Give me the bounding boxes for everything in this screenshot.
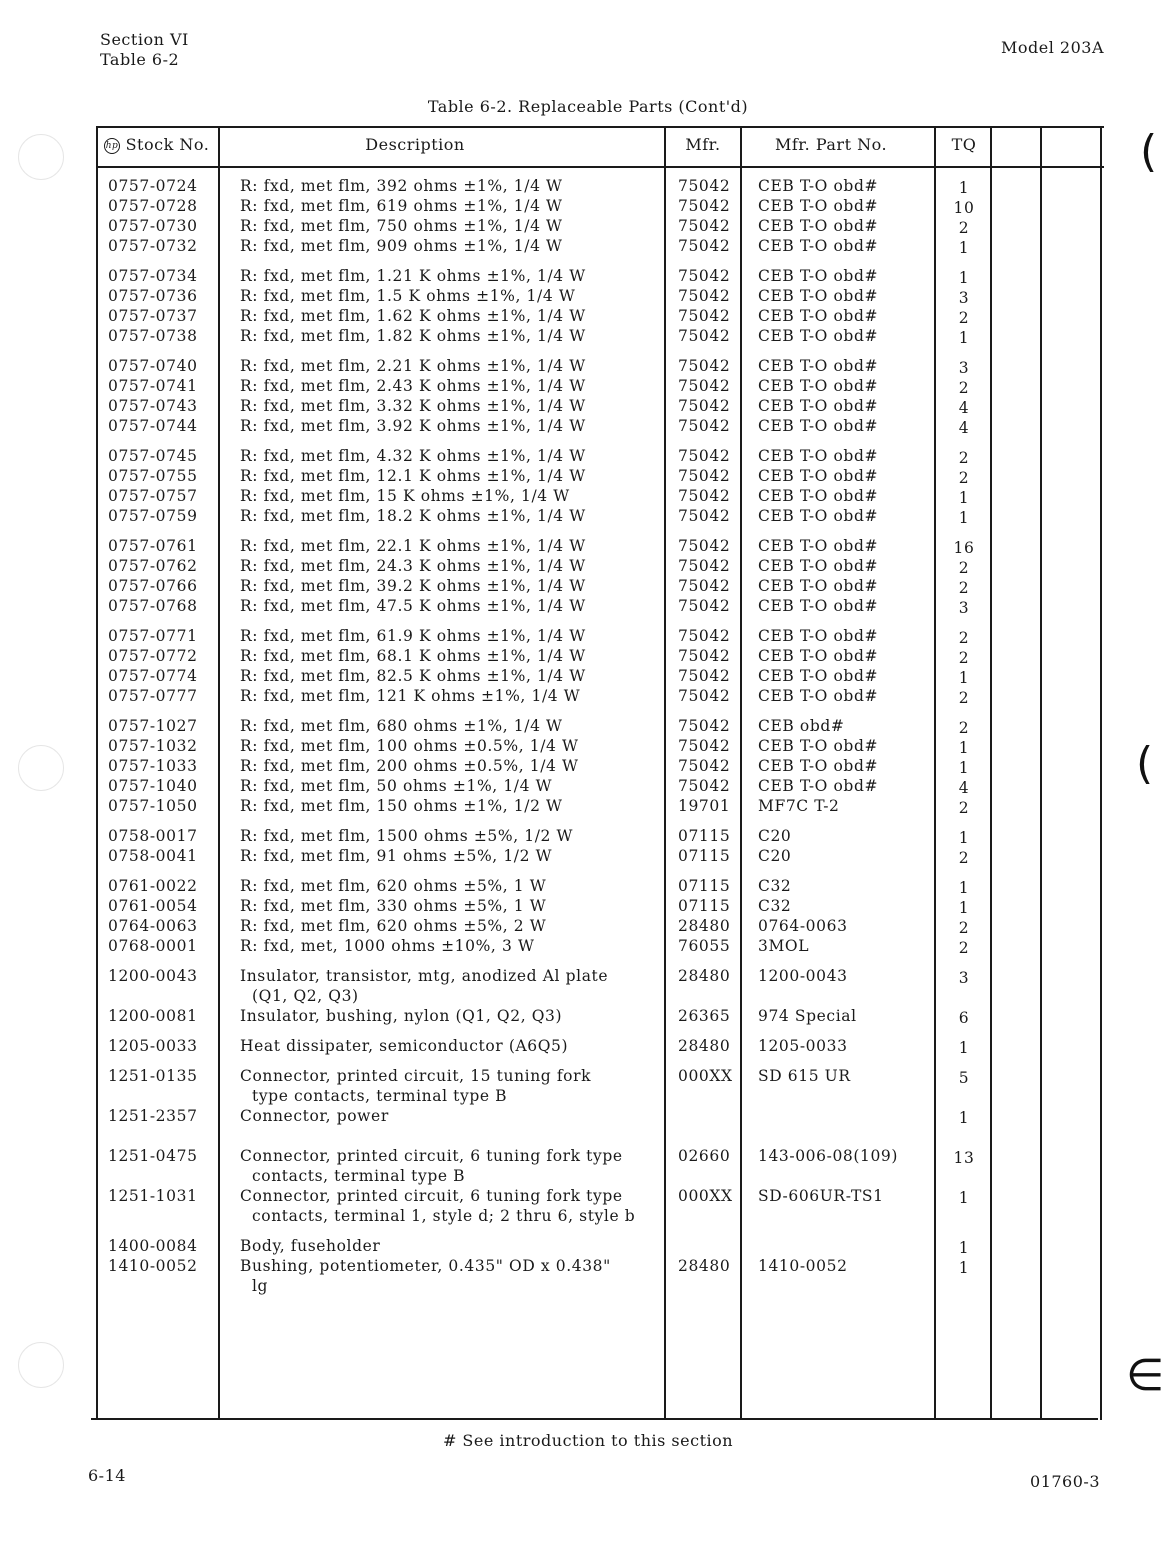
cell-description: R: fxd, met flm, 47.5 K ohms ±1%, 1/4 W: [240, 597, 586, 615]
cell-tq: 1: [958, 1109, 970, 1127]
footnote: # See introduction to this section: [442, 1431, 734, 1450]
cell-tq: 2: [958, 629, 970, 647]
cell-stock-no: 0757-0761: [108, 537, 198, 555]
cell-mfr: 07115: [678, 897, 731, 915]
cell-description: Bushing, potentiometer, 0.435" OD x 0.438": [240, 1257, 611, 1275]
cell-description: R: fxd, met flm, 200 ohms ±0.5%, 1/4 W: [240, 757, 579, 775]
cell-stock-no: 0761-0054: [108, 897, 198, 915]
cell-description: R: fxd, met flm, 330 ohms ±5%, 1 W: [240, 897, 547, 915]
cell-mfr-part-no: SD 615 UR: [758, 1067, 851, 1085]
cell-description: R: fxd, met flm, 1.21 K ohms ±1%, 1/4 W: [240, 267, 586, 285]
cell-stock-no: 0757-0738: [108, 327, 198, 345]
cell-mfr: 75042: [678, 507, 731, 525]
cell-mfr: 75042: [678, 357, 731, 375]
cell-tq: 1: [958, 879, 970, 897]
cell-tq: 3: [958, 289, 970, 307]
cell-stock-no: 0757-0759: [108, 507, 198, 525]
cell-mfr: 75042: [678, 377, 731, 395]
cell-tq: 6: [958, 1009, 970, 1027]
cell-mfr: 75042: [678, 397, 731, 415]
cell-tq: 1: [958, 899, 970, 917]
cell-stock-no: 0757-0730: [108, 217, 198, 235]
cell-tq: 13: [953, 1149, 975, 1167]
cell-mfr: 28480: [678, 1037, 731, 1055]
cell-stock-no: 0757-1027: [108, 717, 198, 735]
cell-description: Connector, printed circuit, 6 tuning fork type: [240, 1147, 623, 1165]
cell-mfr-part-no: CEB T-O obd#: [758, 537, 879, 555]
cell-mfr: 75042: [678, 287, 731, 305]
cell-stock-no: 0757-0740: [108, 357, 198, 375]
cell-mfr: 75042: [678, 197, 731, 215]
hp-logo-icon: hp: [104, 138, 120, 154]
column-header-mfr: Mfr.: [685, 135, 721, 154]
cell-tq: 1: [958, 739, 970, 757]
col-border-left: [96, 126, 98, 1420]
cell-stock-no: 1200-0043: [108, 967, 198, 985]
cell-description: R: fxd, met flm, 91 ohms ±5%, 1/2 W: [240, 847, 553, 865]
cell-stock-no: 0757-0774: [108, 667, 198, 685]
cell-mfr: 28480: [678, 1257, 731, 1275]
cell-mfr-part-no: C32: [758, 897, 792, 915]
cell-mfr: 26365: [678, 1007, 731, 1025]
cell-stock-no: 0758-0017: [108, 827, 198, 845]
column-header-part-no: Mfr. Part No.: [774, 135, 888, 154]
cell-stock-no: 0757-1050: [108, 797, 198, 815]
cell-mfr-part-no: CEB T-O obd#: [758, 487, 879, 505]
cell-mfr: 75042: [678, 537, 731, 555]
cell-stock-no: 1251-2357: [108, 1107, 198, 1125]
cell-mfr: 76055: [678, 937, 731, 955]
cell-description-cont: contacts, terminal 1, style d; 2 thru 6, style b: [252, 1207, 636, 1225]
cell-mfr: 75042: [678, 447, 731, 465]
cell-mfr-part-no: CEB obd#: [758, 717, 845, 735]
cell-description: R: fxd, met flm, 620 ohms ±5%, 2 W: [240, 917, 547, 935]
cell-mfr-part-no: CEB T-O obd#: [758, 667, 879, 685]
cell-description: R: fxd, met flm, 150 ohms ±1%, 1/2 W: [240, 797, 563, 815]
cell-mfr-part-no: MF7C T-2: [758, 797, 840, 815]
cell-stock-no: 0761-0022: [108, 877, 198, 895]
cell-mfr: 75042: [678, 417, 731, 435]
cell-mfr-part-no: CEB T-O obd#: [758, 267, 879, 285]
cell-mfr-part-no: CEB T-O obd#: [758, 647, 879, 665]
cell-stock-no: 0757-0762: [108, 557, 198, 575]
cell-mfr-part-no: 3MOL: [758, 937, 810, 955]
cell-description-cont: (Q1, Q2, Q3): [252, 987, 359, 1005]
cell-mfr: 07115: [678, 877, 731, 895]
cell-description: Heat dissipater, semiconductor (A6Q5): [240, 1037, 569, 1055]
cell-mfr-part-no: CEB T-O obd#: [758, 177, 879, 195]
cell-tq: 2: [958, 919, 970, 937]
cell-description: R: fxd, met flm, 620 ohms ±5%, 1 W: [240, 877, 547, 895]
cell-stock-no: 0757-0734: [108, 267, 198, 285]
cell-stock-no: 0757-1033: [108, 757, 198, 775]
cell-description: R: fxd, met flm, 15 K ohms ±1%, 1/4 W: [240, 487, 570, 505]
cell-tq: 3: [958, 359, 970, 377]
cell-stock-no: 1205-0033: [108, 1037, 198, 1055]
cell-description-cont: contacts, terminal type B: [252, 1167, 466, 1185]
cell-description: Insulator, transistor, mtg, anodized Al plate: [240, 967, 609, 985]
cell-mfr: 75042: [678, 307, 731, 325]
column-header-tq: TQ: [951, 135, 977, 154]
cell-mfr-part-no: CEB T-O obd#: [758, 757, 879, 775]
cell-tq: 1: [958, 329, 970, 347]
cell-mfr-part-no: CEB T-O obd#: [758, 597, 879, 615]
cell-mfr-part-no: CEB T-O obd#: [758, 447, 879, 465]
cell-tq: 2: [958, 939, 970, 957]
cell-mfr-part-no: CEB T-O obd#: [758, 327, 879, 345]
cell-mfr: 75042: [678, 667, 731, 685]
table-bottom-border: [91, 1418, 1098, 1420]
cell-description: R: fxd, met flm, 12.1 K ohms ±1%, 1/4 W: [240, 467, 586, 485]
cell-description: R: fxd, met flm, 3.92 K ohms ±1%, 1/4 W: [240, 417, 586, 435]
cell-description: Connector, printed circuit, 15 tuning fork: [240, 1067, 592, 1085]
binder-mark-bottom: ∈: [1126, 1350, 1165, 1401]
cell-mfr-part-no: CEB T-O obd#: [758, 357, 879, 375]
binder-hole-middle: [18, 745, 64, 791]
cell-stock-no: 0757-0768: [108, 597, 198, 615]
cell-description: R: fxd, met flm, 750 ohms ±1%, 1/4 W: [240, 217, 563, 235]
cell-mfr: 07115: [678, 827, 731, 845]
cell-description: R: fxd, met flm, 18.2 K ohms ±1%, 1/4 W: [240, 507, 586, 525]
cell-stock-no: 0758-0041: [108, 847, 198, 865]
cell-mfr-part-no: 1200-0043: [758, 967, 848, 985]
binder-hole-top: [18, 134, 64, 180]
cell-stock-no: 0757-0777: [108, 687, 198, 705]
cell-mfr-part-no: CEB T-O obd#: [758, 397, 879, 415]
cell-description: R: fxd, met flm, 4.32 K ohms ±1%, 1/4 W: [240, 447, 586, 465]
cell-tq: 1: [958, 509, 970, 527]
cell-mfr-part-no: 1410-0052: [758, 1257, 848, 1275]
cell-mfr: 07115: [678, 847, 731, 865]
cell-description: R: fxd, met flm, 82.5 K ohms ±1%, 1/4 W: [240, 667, 586, 685]
cell-mfr: 02660: [678, 1147, 731, 1165]
cell-stock-no: 0757-0732: [108, 237, 198, 255]
cell-tq: 1: [958, 1039, 970, 1057]
cell-mfr: 75042: [678, 557, 731, 575]
cell-stock-no: 1200-0081: [108, 1007, 198, 1025]
cell-tq: 1: [958, 1239, 970, 1257]
cell-mfr: 75042: [678, 487, 731, 505]
cell-mfr: 000XX: [678, 1187, 733, 1205]
cell-tq: 2: [958, 219, 970, 237]
cell-stock-no: 0757-0766: [108, 577, 198, 595]
cell-tq: 2: [958, 689, 970, 707]
model-label: Model 203A: [1000, 38, 1104, 57]
cell-tq: 1: [958, 1189, 970, 1207]
cell-mfr: 75042: [678, 597, 731, 615]
cell-description-cont: type contacts, terminal type B: [252, 1087, 508, 1105]
cell-tq: 16: [953, 539, 975, 557]
table-title: Table 6-2. Replaceable Parts (Cont'd): [427, 97, 749, 116]
col-border-extra: [1040, 126, 1042, 1420]
cell-mfr-part-no: CEB T-O obd#: [758, 557, 879, 575]
cell-description: R: fxd, met flm, 2.43 K ohms ±1%, 1/4 W: [240, 377, 586, 395]
cell-tq: 2: [958, 849, 970, 867]
cell-description: R: fxd, met flm, 2.21 K ohms ±1%, 1/4 W: [240, 357, 586, 375]
column-header-stock: [100, 135, 222, 154]
cell-stock-no: 0768-0001: [108, 937, 198, 955]
cell-stock-no: 0757-0745: [108, 447, 198, 465]
cell-description: R: fxd, met flm, 1.5 K ohms ±1%, 1/4 W: [240, 287, 576, 305]
cell-mfr-part-no: 0764-0063: [758, 917, 848, 935]
cell-mfr: 75042: [678, 327, 731, 345]
cell-tq: 2: [958, 719, 970, 737]
cell-mfr: 75042: [678, 467, 731, 485]
cell-tq: 4: [958, 779, 970, 797]
cell-mfr-part-no: CEB T-O obd#: [758, 417, 879, 435]
cell-mfr-part-no: CEB T-O obd#: [758, 467, 879, 485]
col-border-right: [1100, 126, 1102, 1420]
cell-description: R: fxd, met flm, 68.1 K ohms ±1%, 1/4 W: [240, 647, 586, 665]
cell-mfr-part-no: C32: [758, 877, 792, 895]
cell-stock-no: 0757-0724: [108, 177, 198, 195]
cell-mfr-part-no: 143-006-08(109): [758, 1147, 899, 1165]
cell-mfr: 75042: [678, 177, 731, 195]
cell-stock-no: 0764-0063: [108, 917, 198, 935]
cell-description: R: fxd, met flm, 50 ohms ±1%, 1/4 W: [240, 777, 553, 795]
cell-tq: 2: [958, 379, 970, 397]
cell-tq: 2: [958, 649, 970, 667]
cell-mfr-part-no: C20: [758, 827, 792, 845]
cell-mfr: 28480: [678, 967, 731, 985]
cell-description: R: fxd, met flm, 22.1 K ohms ±1%, 1/4 W: [240, 537, 586, 555]
cell-description: R: fxd, met flm, 39.2 K ohms ±1%, 1/4 W: [240, 577, 586, 595]
cell-mfr-part-no: CEB T-O obd#: [758, 737, 879, 755]
cell-stock-no: 0757-1032: [108, 737, 198, 755]
cell-tq: 1: [958, 489, 970, 507]
cell-stock-no: 1400-0084: [108, 1237, 198, 1255]
cell-tq: 1: [958, 1259, 970, 1277]
cell-stock-no: 1251-1031: [108, 1187, 198, 1205]
page-number: 6-14: [88, 1466, 126, 1485]
cell-mfr-part-no: CEB T-O obd#: [758, 507, 879, 525]
cell-mfr-part-no: 1205-0033: [758, 1037, 848, 1055]
cell-stock-no: 0757-0737: [108, 307, 198, 325]
cell-description: R: fxd, met flm, 121 K ohms ±1%, 1/4 W: [240, 687, 581, 705]
cell-stock-no: 0757-0771: [108, 627, 198, 645]
cell-stock-no: 1251-0135: [108, 1067, 198, 1085]
cell-description: R: fxd, met flm, 1.82 K ohms ±1%, 1/4 W: [240, 327, 586, 345]
cell-mfr-part-no: CEB T-O obd#: [758, 687, 879, 705]
cell-mfr: 75042: [678, 777, 731, 795]
cell-description: Connector, power: [240, 1107, 389, 1125]
column-header-stock-label: Stock No.: [125, 135, 210, 154]
cell-tq: 10: [953, 199, 975, 217]
cell-stock-no: 0757-0741: [108, 377, 198, 395]
cell-stock-no: 0757-0736: [108, 287, 198, 305]
cell-stock-no: 0757-0772: [108, 647, 198, 665]
table-top-border: [98, 126, 1104, 128]
cell-tq: 1: [958, 179, 970, 197]
cell-mfr: 75042: [678, 737, 731, 755]
cell-description: R: fxd, met flm, 3.32 K ohms ±1%, 1/4 W: [240, 397, 586, 415]
cell-mfr-part-no: CEB T-O obd#: [758, 627, 879, 645]
cell-mfr: 19701: [678, 797, 731, 815]
cell-stock-no: 0757-0728: [108, 197, 198, 215]
cell-tq: 2: [958, 469, 970, 487]
document-number: 01760-3: [1030, 1472, 1100, 1491]
cell-stock-no: 0757-0757: [108, 487, 198, 505]
cell-tq: 4: [958, 399, 970, 417]
header-divider: [98, 166, 1104, 168]
cell-mfr-part-no: CEB T-O obd#: [758, 577, 879, 595]
cell-mfr: 75042: [678, 217, 731, 235]
cell-mfr-part-no: CEB T-O obd#: [758, 217, 879, 235]
cell-tq: 1: [958, 759, 970, 777]
col-border-desc: [664, 126, 666, 1420]
cell-description: R: fxd, met flm, 619 ohms ±1%, 1/4 W: [240, 197, 563, 215]
cell-mfr: 75042: [678, 267, 731, 285]
cell-mfr: 75042: [678, 757, 731, 775]
binder-hole-bottom: [18, 1342, 64, 1388]
cell-description: Connector, printed circuit, 6 tuning fork type: [240, 1187, 623, 1205]
cell-stock-no: 0757-1040: [108, 777, 198, 795]
cell-tq: 3: [958, 599, 970, 617]
cell-mfr: 000XX: [678, 1067, 733, 1085]
cell-stock-no: 0757-0743: [108, 397, 198, 415]
cell-description: R: fxd, met flm, 909 ohms ±1%, 1/4 W: [240, 237, 563, 255]
column-header-description: Description: [365, 135, 465, 154]
cell-mfr-part-no: 974 Special: [758, 1007, 857, 1025]
section-label: Section VI: [100, 30, 189, 49]
cell-mfr-part-no: SD-606UR-TS1: [758, 1187, 884, 1205]
col-border-stock: [218, 126, 220, 1420]
cell-tq: 1: [958, 239, 970, 257]
cell-description: R: fxd, met flm, 1.62 K ohms ±1%, 1/4 W: [240, 307, 586, 325]
cell-mfr-part-no: CEB T-O obd#: [758, 237, 879, 255]
cell-mfr-part-no: CEB T-O obd#: [758, 287, 879, 305]
cell-mfr: 75042: [678, 577, 731, 595]
binder-mark-middle: (: [1136, 738, 1154, 789]
cell-stock-no: 1410-0052: [108, 1257, 198, 1275]
cell-description: R: fxd, met flm, 680 ohms ±1%, 1/4 W: [240, 717, 563, 735]
cell-stock-no: 1251-0475: [108, 1147, 198, 1165]
cell-description: R: fxd, met flm, 100 ohms ±0.5%, 1/4 W: [240, 737, 579, 755]
cell-mfr: 75042: [678, 687, 731, 705]
cell-mfr: 75042: [678, 647, 731, 665]
cell-tq: 2: [958, 309, 970, 327]
cell-description: R: fxd, met flm, 61.9 K ohms ±1%, 1/4 W: [240, 627, 586, 645]
cell-mfr: 75042: [678, 237, 731, 255]
cell-description: R: fxd, met flm, 24.3 K ohms ±1%, 1/4 W: [240, 557, 586, 575]
cell-description-cont: lg: [252, 1277, 269, 1295]
cell-mfr-part-no: CEB T-O obd#: [758, 197, 879, 215]
cell-mfr-part-no: CEB T-O obd#: [758, 377, 879, 395]
cell-mfr: 75042: [678, 717, 731, 735]
table-reference: Table 6-2: [100, 50, 180, 69]
binder-mark-top: (: [1140, 126, 1158, 177]
cell-mfr: 28480: [678, 917, 731, 935]
cell-description: R: fxd, met flm, 392 ohms ±1%, 1/4 W: [240, 177, 563, 195]
cell-tq: 5: [958, 1069, 970, 1087]
cell-tq: 3: [958, 969, 970, 987]
cell-tq: 2: [958, 579, 970, 597]
cell-tq: 4: [958, 419, 970, 437]
cell-tq: 1: [958, 269, 970, 287]
cell-tq: 2: [958, 449, 970, 467]
col-border-mfr: [740, 126, 742, 1420]
cell-description: R: fxd, met flm, 1500 ohms ±5%, 1/2 W: [240, 827, 574, 845]
cell-mfr-part-no: CEB T-O obd#: [758, 777, 879, 795]
cell-mfr: 75042: [678, 627, 731, 645]
cell-tq: 1: [958, 829, 970, 847]
cell-mfr-part-no: C20: [758, 847, 792, 865]
cell-description: R: fxd, met, 1000 ohms ±10%, 3 W: [240, 937, 535, 955]
cell-stock-no: 0757-0744: [108, 417, 198, 435]
cell-mfr-part-no: CEB T-O obd#: [758, 307, 879, 325]
cell-tq: 1: [958, 669, 970, 687]
cell-description: Insulator, bushing, nylon (Q1, Q2, Q3): [240, 1007, 563, 1025]
cell-description: Body, fuseholder: [240, 1237, 381, 1255]
cell-stock-no: 0757-0755: [108, 467, 198, 485]
cell-tq: 2: [958, 559, 970, 577]
cell-tq: 2: [958, 799, 970, 817]
